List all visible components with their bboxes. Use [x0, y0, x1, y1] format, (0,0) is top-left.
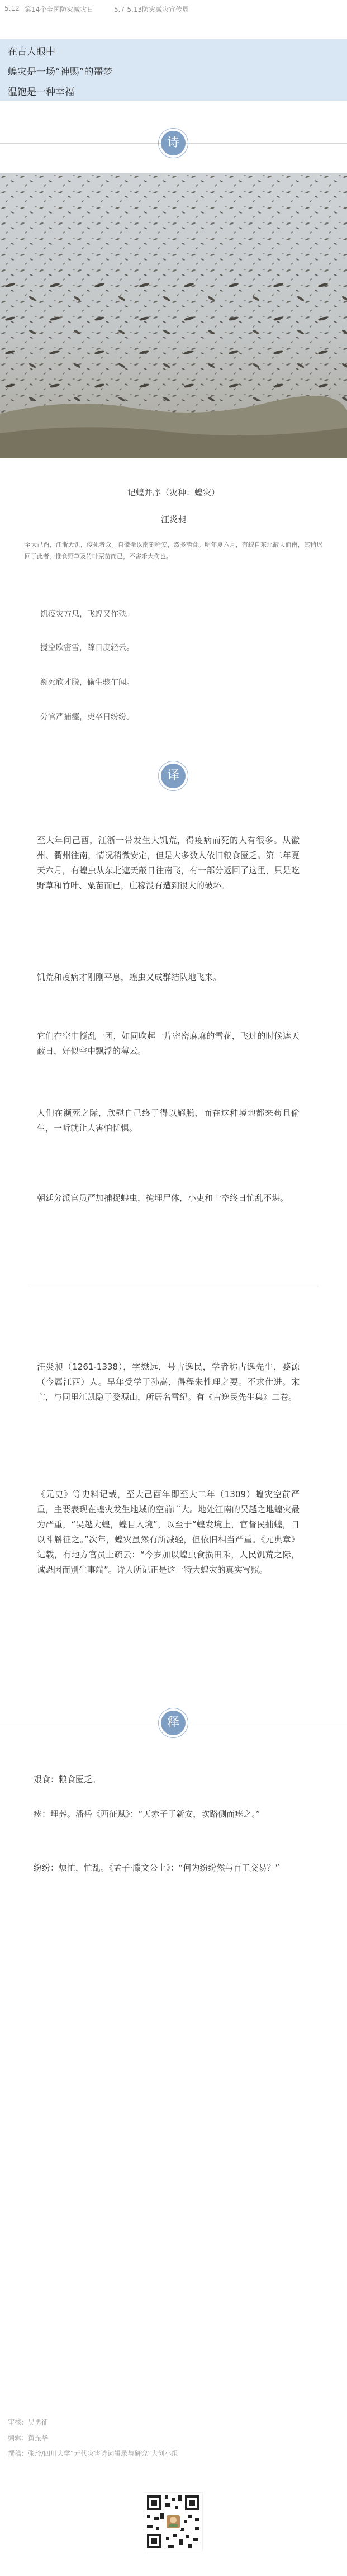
week-title: 5.7-5.13防灾减灾宣传周	[114, 6, 189, 13]
translation-paragraph-2: 饥荒和疫病才刚刚平息，蝗虫又成群结队地飞来。	[37, 972, 222, 982]
poem-verse-1: 饥疫灾方息，飞蝗又作殃。	[40, 610, 134, 619]
qr-code-icon	[144, 2492, 203, 2551]
intro-line-1: 在古人眼中	[8, 46, 55, 58]
poem-verse-4: 分官严捕瘗，吏卒日纷纷。	[40, 713, 134, 722]
translation-paragraph-1: 至大年间己酉，江浙一带发生大饥荒，得疫病而死的人有很多。从徽州、衢州往南，情况稍微安定，但是大多数人依旧粮食匮乏。第二年夏天六月，有蝗虫从东北遮天蔽日往南飞，有一部分返回了这里，只是吃野草和竹叶、粟苗而已，庄稼没有遭到很大的破坏。	[37, 835, 300, 891]
poem-verse-2: 搅空欧密雪，蹿日度轻云。	[40, 643, 134, 652]
poem-author: 汪炎昶	[160, 514, 186, 524]
credit-writer: 撰稿：张玲/四川大学“元代灾害诗词辑录与研究”大创小组	[8, 2450, 178, 2457]
translation-paragraph-5: 朝廷分派官员严加捕捉蝗虫，掩埋尸体，小吏和士卒终日忙乱不堪。	[37, 1193, 289, 1203]
notes-badge: 释	[161, 1711, 186, 1735]
note-item-3: 纷纷：烦忙，忙乱。《孟子·滕文公上》：“何为纷纷然与百工交易？”	[34, 1863, 280, 1873]
locust-swarm-photo	[0, 173, 347, 458]
poem-preface: 至大己酉，江浙大饥，疫死者众。自徽衢以南刻稍安，然多萌食。明年夏六月，有蝗自东北蔽天而南，其稍迟回于此者，惟食野草及竹叶粟苗而已，不害禾大伤也。	[25, 541, 322, 560]
biography-paragraph-1: 汪炎昶（1261-1338），字懋远，号古逸民，学者称古逸先生，婺源（今属江西）人。早年受学于孙嵩，得程朱性理之要。不求仕进。宋亡，与同里江凯隐于婺源山，所居名雪纪。有《古逸民先生集》二卷。	[37, 1362, 300, 1402]
intro-line-3: 温饱是一种幸福	[8, 87, 74, 98]
qr-code	[144, 2492, 203, 2551]
note-item-2: 瘗：埋葬。潘岳《西征赋》：“天赤子于新安，坎路侧而瘗之。”	[34, 1809, 260, 1819]
translation-paragraph-4: 人们在濒死之际，欣慰自己终于得以解脱，而在这种境地都来苟且偷生，一听就让人害怕忧惧。	[37, 1108, 300, 1133]
translation-paragraph-3: 它们在空中搅乱一团，如同吹起一片密密麻麻的雪花，飞过的时候遮天蔽日，好似空中飘浮的薄云。	[37, 1031, 300, 1056]
intro-line-2: 蝗灾是一场“神赐”的噩梦	[8, 67, 113, 78]
locust-swarm-icon	[0, 173, 347, 458]
top-header	[0, 0, 347, 19]
poem-verse-3: 濒死欣才脱，偷生骇乍闻。	[40, 678, 134, 687]
campaign-title: 第14个全国防灾减灾日	[25, 6, 94, 13]
translation-badge: 译	[161, 764, 186, 788]
biography-paragraph-2: 《元史》等史料记载，至大己酉年即至大二年（1309）蝗灾空前严重，主要表现在蝗灾发生地域的空前广大。地处江南的吴越之地蝗灾最为严重，“吴越大蝗，蝗目入境”，以至于“蝗发境上，官督民捕蝗，日以斗斛征之。”次年，蝗灾虽然有所减轻，但依旧相当严重。《元典章》记载，有地方官员上疏云：“今岁加以蝗虫食损田禾，人民饥荒之际，诚恐因而别生事端”。诗人所记正是这一特大蝗灾的真实写照。	[37, 1489, 300, 1575]
intro-banner	[0, 39, 347, 101]
credit-editor: 编辑：黄振华	[8, 2434, 49, 2442]
poem-title: 记蝗并序（灾种：蝗灾）	[127, 487, 220, 498]
poem-badge: 诗	[161, 131, 186, 155]
note-item-1: 艰食：粮食匮乏。	[34, 1774, 101, 1784]
credit-reviewer: 审核：吴勇征	[8, 2418, 49, 2426]
date-tag: 5.12	[4, 4, 20, 12]
